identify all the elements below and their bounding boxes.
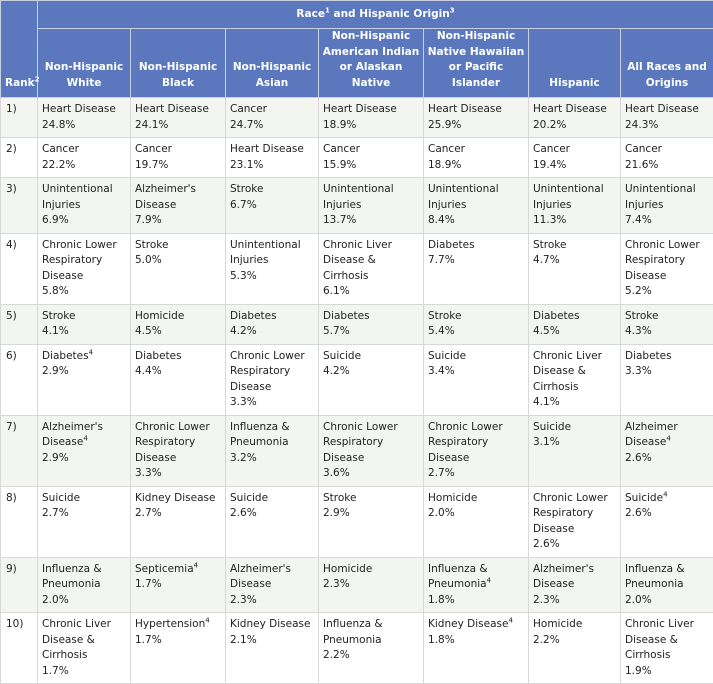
cause-cell-nh-black [131,415,226,486]
footnote-marker: 4 [194,561,198,569]
cause-percent: 21.6% [625,158,709,174]
cause-name: Alzheimer's Disease [533,562,616,593]
cause-percent: 24.8% [42,118,126,134]
cause-percent: 4.2% [323,364,419,380]
cause-name: Suicide [428,349,524,365]
cause-cell-nh-american-indian [319,486,424,557]
cause-name: Influenza & Pneumonia [323,617,419,648]
cause-cell-nh-white [38,178,131,234]
cause-percent: 2.7% [135,506,221,522]
cause-name: Diabetes [230,309,314,325]
cause-cell-all-races [621,613,713,684]
cause-percent: 6.1% [323,284,419,300]
cause-name: Diabetes [323,309,419,325]
cause-name: Cancer [625,142,709,158]
cause-name: Stroke [428,309,524,325]
cause-percent: 2.9% [323,506,419,522]
column-header-all-races: All Races and Origins [621,29,713,98]
cause-cell-nh-pacific-islander [424,178,529,234]
footnote-marker: 4 [487,577,491,585]
cause-name: Suicide [323,349,419,365]
cause-percent: 3.4% [428,364,524,380]
cause-percent: 19.7% [135,158,221,174]
cause-name: Cancer [533,142,616,158]
cause-name: Stroke [42,309,126,325]
table-row [1,138,713,178]
cause-percent: 1.8% [428,633,524,649]
cause-percent: 4.7% [533,253,616,269]
cause-cell-nh-black [131,178,226,234]
column-header-nh-pacific-islander: Non-Hispanic Native Hawaiian or Pacific Islander [424,29,529,98]
cause-percent: 1.7% [135,577,221,593]
cause-cell-nh-asian [226,344,319,415]
cause-cell-nh-white [38,233,131,304]
cause-cell-hispanic [529,138,621,178]
cause-percent: 5.7% [323,324,419,340]
cause-cell-nh-asian [226,138,319,178]
cause-percent: 2.7% [42,506,126,522]
cause-name: Alzheimer's Disease [135,182,221,213]
cause-name: Heart Disease [42,102,126,118]
column-header-nh-white: Non-Hispanic White [38,29,131,98]
cause-name: Suicide [230,491,314,507]
cause-name: Chronic Liver Disease & Cirrhosis [323,238,419,285]
table-row [1,613,713,684]
column-header-nh-american-indian: Non-Hispanic American Indian or Alaskan Native [319,29,424,98]
cause-cell-all-races [621,557,713,613]
footnote-marker: 4 [508,617,512,625]
cause-percent: 24.3% [625,118,709,134]
rank-cell: 4) [1,233,38,304]
cause-cell-all-races [621,233,713,304]
cause-percent: 4.1% [42,324,126,340]
rank-cell: 2) [1,138,38,178]
cause-percent: 5.8% [42,284,126,300]
rank-cell: 8) [1,486,38,557]
cause-cell-all-races [621,138,713,178]
rank-header: Rank$^2$ [1,1,38,98]
cause-name: Suicide [533,420,616,436]
cause-percent: 4.2% [230,324,314,340]
cause-name: Heart Disease [135,102,221,118]
table-row [1,178,713,234]
column-header-hispanic: Hispanic [529,29,621,98]
header-group-row [1,1,713,29]
cause-name: Alzheimer's Disease$^4$ [42,420,126,451]
rank-cell: 9) [1,557,38,613]
cause-percent: 2.6% [533,537,616,553]
cause-percent: 1.9% [625,664,709,680]
cause-cell-nh-pacific-islander [424,344,529,415]
cause-percent: 1.7% [135,633,221,649]
cause-percent: 18.9% [428,158,524,174]
cause-name: Stroke [323,491,419,507]
table-row [1,304,713,344]
cause-percent: 2.9% [42,451,126,467]
cause-cell-nh-black [131,486,226,557]
rank-cell: 7) [1,415,38,486]
cause-cell-all-races [621,304,713,344]
cause-cell-nh-american-indian [319,304,424,344]
table-row [1,415,713,486]
cause-cell-all-races [621,98,713,138]
cause-name: Stroke [135,238,221,254]
cause-name: Chronic Liver Disease & Cirrhosis [625,617,709,664]
cause-cell-nh-black [131,138,226,178]
cause-percent: 5.4% [428,324,524,340]
cause-percent: 4.5% [533,324,616,340]
footnote-marker: 4 [83,435,87,443]
cause-name: Influenza & Pneumonia [230,420,314,451]
cause-percent: 15.9% [323,158,419,174]
footnote-marker: 4 [663,490,667,498]
cause-cell-all-races [621,415,713,486]
footnote-marker: 4 [89,348,93,356]
cause-percent: 6.7% [230,198,314,214]
cause-name: Kidney Disease [230,617,314,633]
cause-name: Heart Disease [230,142,314,158]
cause-name: Cancer [230,102,314,118]
cause-cell-nh-white [38,304,131,344]
cause-name: Kidney Disease [135,491,221,507]
cause-percent: 24.1% [135,118,221,134]
cause-cell-nh-asian [226,304,319,344]
cause-percent: 1.8% [428,593,524,609]
cause-name: Heart Disease [625,102,709,118]
cause-name: Suicide [42,491,126,507]
table-row [1,233,713,304]
cause-percent: 2.6% [625,451,709,467]
cause-name: Unintentional Injuries [428,182,524,213]
footnote-marker: 4 [205,617,209,625]
table-row [1,486,713,557]
cause-percent: 8.4% [428,213,524,229]
table-row [1,344,713,415]
cause-name: Cancer [428,142,524,158]
cause-percent: 1.7% [42,664,126,680]
cause-name: Diabetes [135,349,221,365]
cause-percent: 2.2% [533,633,616,649]
cause-name: Homicide [533,617,616,633]
cause-cell-nh-american-indian [319,178,424,234]
cause-cell-nh-asian [226,557,319,613]
cause-name: Cancer [323,142,419,158]
cause-name: Chronic Lower Respiratory Disease [625,238,709,285]
header-columns-row [1,29,713,98]
cause-cell-nh-asian [226,486,319,557]
table-row [1,98,713,138]
cause-percent: 7.7% [428,253,524,269]
cause-percent: 22.2% [42,158,126,174]
cause-name: Homicide [135,309,221,325]
cause-percent: 2.0% [42,593,126,609]
cause-cell-nh-black [131,613,226,684]
cause-cell-nh-american-indian [319,613,424,684]
cause-name: Septicemia$^4$ [135,562,221,578]
cause-percent: 20.2% [533,118,616,134]
cause-name: Diabetes [428,238,524,254]
cause-percent: 2.3% [533,593,616,609]
column-header-nh-black: Non-Hispanic Black [131,29,226,98]
cause-name: Chronic Lower Respiratory Disease [428,420,524,467]
cause-cell-nh-pacific-islander [424,557,529,613]
cause-cell-nh-pacific-islander [424,233,529,304]
cause-name: Chronic Lower Respiratory Disease [135,420,221,467]
cause-cell-nh-black [131,98,226,138]
cause-cell-nh-asian [226,613,319,684]
cause-name: Heart Disease [323,102,419,118]
cause-percent: 3.6% [323,466,419,482]
rank-cell: 3) [1,178,38,234]
column-header-nh-asian: Non-Hispanic Asian [226,29,319,98]
cause-cell-nh-american-indian [319,415,424,486]
rank-cell: 1) [1,98,38,138]
cause-name: Heart Disease [428,102,524,118]
cause-cell-hispanic [529,415,621,486]
cause-name: Diabetes [533,309,616,325]
cause-cell-nh-asian [226,98,319,138]
cause-percent: 2.0% [625,593,709,609]
cause-name: Stroke [625,309,709,325]
cause-name: Hypertension$^4$ [135,617,221,633]
cause-percent: 3.2% [230,451,314,467]
cause-percent: 5.3% [230,269,314,285]
cause-cell-hispanic [529,178,621,234]
cause-name: Unintentional Injuries [230,238,314,269]
cause-name: Unintentional Injuries [42,182,126,213]
cause-cell-hispanic [529,233,621,304]
cause-cell-nh-american-indian [319,344,424,415]
cause-percent: 24.7% [230,118,314,134]
cause-name: Stroke [230,182,314,198]
cause-percent: 7.9% [135,213,221,229]
cause-cell-nh-white [38,138,131,178]
cause-cell-nh-white [38,415,131,486]
cause-percent: 2.1% [230,633,314,649]
cause-cell-nh-american-indian [319,233,424,304]
cause-name: Unintentional Injuries [533,182,616,213]
cause-percent: 4.1% [533,395,616,411]
cause-cell-nh-american-indian [319,557,424,613]
cause-cell-all-races [621,486,713,557]
cause-percent: 23.1% [230,158,314,174]
cause-cell-nh-asian [226,233,319,304]
cause-percent: 5.0% [135,253,221,269]
cause-name: Diabetes$^4$ [42,349,126,365]
cause-percent: 13.7% [323,213,419,229]
cause-percent: 5.2% [625,284,709,300]
cause-cell-hispanic [529,98,621,138]
cause-cell-nh-pacific-islander [424,415,529,486]
cause-cell-nh-black [131,233,226,304]
cause-cell-nh-white [38,98,131,138]
cause-percent: 2.3% [230,593,314,609]
cause-name: Homicide [323,562,419,578]
cause-percent: 2.0% [428,506,524,522]
cause-percent: 2.9% [42,364,126,380]
cause-percent: 2.6% [625,506,709,522]
cause-name: Kidney Disease$^4$ [428,617,524,633]
cause-name: Unintentional Injuries [323,182,419,213]
cause-cell-nh-white [38,557,131,613]
cause-cell-hispanic [529,557,621,613]
cause-percent: 11.3% [533,213,616,229]
cause-cell-nh-black [131,344,226,415]
cause-name: Cancer [42,142,126,158]
cause-name: Chronic Lower Respiratory Disease [230,349,314,396]
cause-name: Influenza & Pneumonia [625,562,709,593]
cause-percent: 19.4% [533,158,616,174]
cause-percent: 3.3% [625,364,709,380]
cause-name: Chronic Liver Disease & Cirrhosis [533,349,616,396]
cause-cell-nh-black [131,557,226,613]
cause-percent: 2.3% [323,577,419,593]
cause-cell-all-races [621,344,713,415]
cause-cell-nh-pacific-islander [424,138,529,178]
cause-name: Cancer [135,142,221,158]
cause-percent: 3.1% [533,435,616,451]
cause-name: Unintentional Injuries [625,182,709,213]
cause-percent: 7.4% [625,213,709,229]
cause-name: Chronic Liver Disease & Cirrhosis [42,617,126,664]
cause-cell-all-races [621,178,713,234]
cause-name: Influenza & Pneumonia$^4$ [428,562,524,593]
cause-cell-nh-black [131,304,226,344]
cause-cell-nh-american-indian [319,98,424,138]
cause-cell-nh-asian [226,415,319,486]
rank-cell: 5) [1,304,38,344]
cause-percent: 18.9% [323,118,419,134]
cause-cell-hispanic [529,304,621,344]
cause-percent: 25.9% [428,118,524,134]
cause-name: Chronic Lower Respiratory Disease [533,491,616,538]
cause-percent: 3.3% [230,395,314,411]
cause-cell-hispanic [529,344,621,415]
cause-percent: 4.5% [135,324,221,340]
cause-cell-nh-pacific-islander [424,613,529,684]
cause-cell-nh-american-indian [319,138,424,178]
cause-name: Diabetes [625,349,709,365]
cause-cell-nh-pacific-islander [424,486,529,557]
cause-percent: 4.3% [625,324,709,340]
cause-percent: 2.7% [428,466,524,482]
table-body [1,98,713,684]
cause-percent: 3.3% [135,466,221,482]
cause-cell-nh-white [38,486,131,557]
cause-name: Influenza & Pneumonia [42,562,126,593]
footnote-marker: 4 [666,435,670,443]
cause-percent: 2.6% [230,506,314,522]
cause-percent: 4.4% [135,364,221,380]
cause-name: Chronic Lower Respiratory Disease [42,238,126,285]
cause-cell-nh-asian [226,178,319,234]
cause-cell-nh-pacific-islander [424,304,529,344]
table-row [1,557,713,613]
rank-cell: 6) [1,344,38,415]
cause-cell-nh-white [38,613,131,684]
cause-percent: 2.2% [323,648,419,664]
cause-name: Heart Disease [533,102,616,118]
cause-name: Suicide$^4$ [625,491,709,507]
cause-cell-nh-pacific-islander [424,98,529,138]
cause-name: Alzheimer's Disease [230,562,314,593]
cause-percent: 6.9% [42,213,126,229]
cause-name: Homicide [428,491,524,507]
cause-cell-nh-white [38,344,131,415]
cause-cell-hispanic [529,486,621,557]
cause-name: Alzheimer Disease$^4$ [625,420,709,451]
race-origin-header: Race$^1$ and Hispanic Origin$^3$ [38,1,713,29]
cause-name: Chronic Lower Respiratory Disease [323,420,419,467]
cause-cell-hispanic [529,613,621,684]
cause-name: Stroke [533,238,616,254]
rank-cell: 10) [1,613,38,684]
